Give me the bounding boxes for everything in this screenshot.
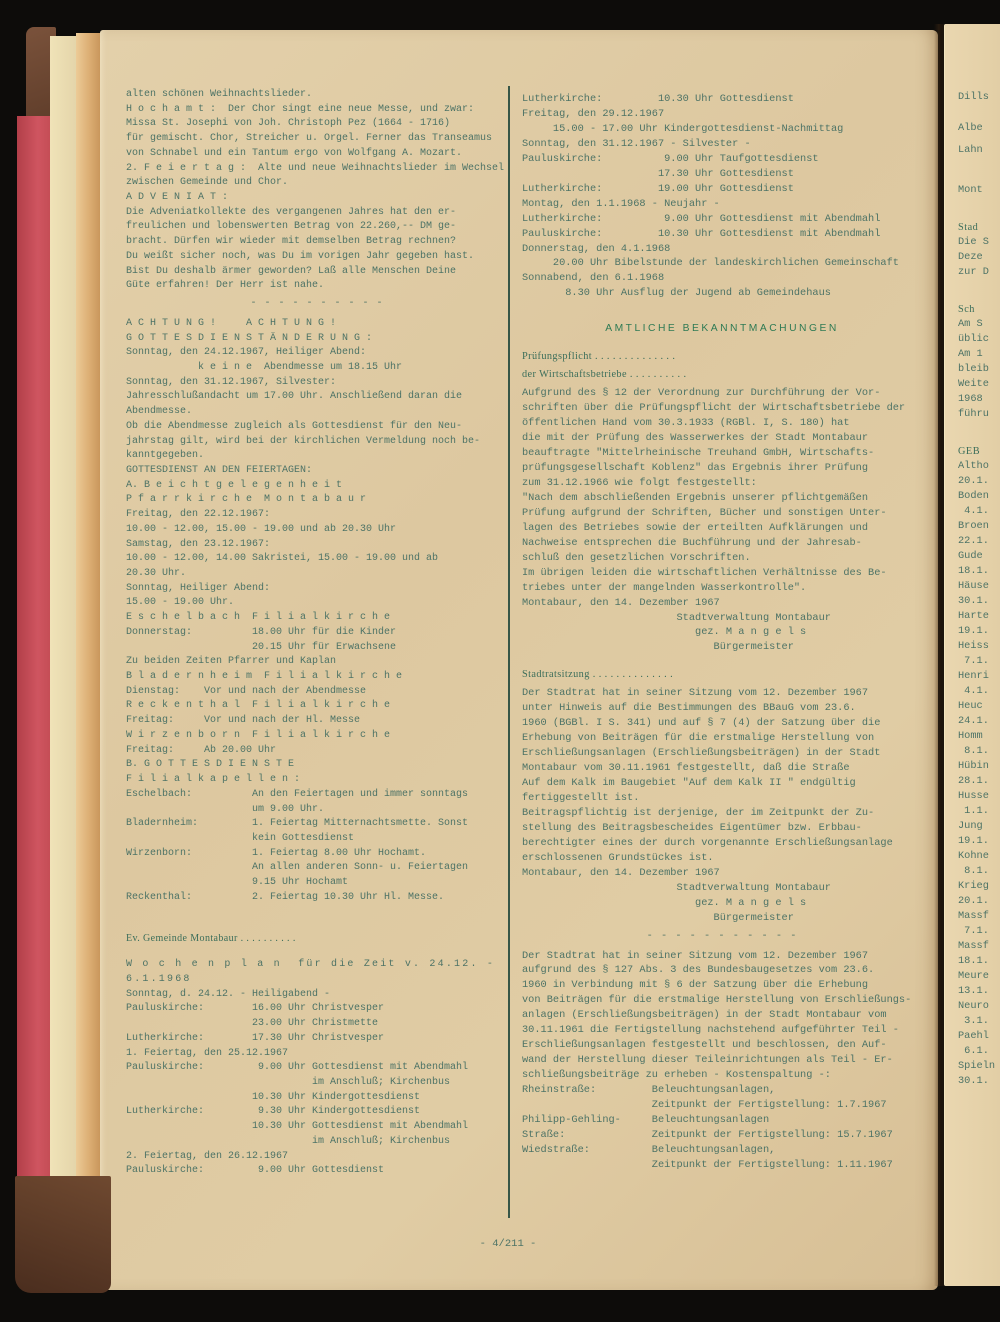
text-line: Beitragspflichtig ist derjenige, der im Zeitpunkt der Zu- [522,806,875,819]
text-line: von Schnabel und ein Tantum ergo von Wolfgang A. Mozart. [126,147,463,159]
text-line: 1968 [958,393,983,405]
text-line: schluß den gesetzlichen Vorschriften. [522,551,751,564]
text-line: Freitag, den 22.12.1967: [126,509,271,521]
text-line: Ob die Abendmesse zugleich als Gottesdienst für den Neu- [126,420,463,432]
right-text-column [522,92,922,1173]
text-line: R e c k e n t h a l F i l i a l k i r c h e [126,700,391,712]
text-line: 7.1. [958,655,989,667]
text-line: Homm [958,730,983,742]
text-line: Die Adveniatkollekte des vergangenen Jahres hat den er- [126,206,457,218]
text-line: fertiggestellt ist. [522,791,640,804]
text-line: beauftragte "Mittelrheinische Treuhand GmbH, Wirtschafts- [522,447,875,460]
text-line: 22.1. [958,535,989,547]
text-line: Zeitpunkt der Fertigstellung: 1.11.1967 [522,1158,893,1171]
text-line: Erschließungsanlagen (Erschließungsbeiträgen) in der Stadt [522,747,881,760]
text-line: 28.1. [958,775,989,787]
text-line [958,422,1000,444]
text-line: Im übrigen leiden die wirtschaftlichen Verhältnisse des Be- [522,566,887,579]
text-line: Missa St. Josephi von Joh. Christoph Pez (1664 - 1716) [126,118,451,130]
text-line: kanntgegeben. [126,450,205,462]
text-line: unter Hinweis auf die Bestimmungen des BBauG vom 23.6. [522,702,856,715]
text-line: Dienstag: Vor und nach der Abendmesse [126,685,367,697]
text-line: 20.1. [958,475,989,487]
text-line: zum 31.12.1966 wie folgt festgestellt: [522,476,757,489]
text-line: Spieln [958,1060,996,1072]
text-line: Zeitpunkt der Fertigstellung: 1.7.1967 [522,1099,887,1112]
text-line: Eschelbach: An den Feiertagen und immer sonntags [126,788,469,800]
text-line: Jahresschlußandacht um 17.00 Uhr. Anschließend daran die [126,391,463,403]
text-line: Der Stadtrat hat in seiner Sitzung vom 12. Dezember 1967 [522,949,869,962]
text-line [958,136,1000,143]
text-line: schließungsbeiträge zu erheben - Kostenspaltung -: [522,1069,831,1082]
text-line: jahrstag gilt, wird bei der kirchlichen Vermeldung noch be- [126,435,481,447]
text-line: Gude [958,550,983,562]
text-line: 4.1. [958,505,989,517]
text-line: Deze [958,251,983,263]
text-line: Harte [958,610,989,622]
text-line: 15.00 - 19.00 Uhr. [126,597,235,609]
text-line: Aufgrund des § 12 der Verordnung zur Durchführung der Vor- [522,387,881,400]
text-line: Erschließungsanlagen festgestellt und beschlossen, den Auf- [522,1039,887,1052]
text-line: Lutherkirche: 10.30 Uhr Gottesdienst [522,93,794,105]
text-line: um 9.00 Uhr. [126,803,325,815]
text-line: 8.1. [958,865,989,877]
text-line: Montabaur, den 14. Dezember 1967 [522,596,720,609]
text-line: kein Gottesdienst [126,832,355,844]
text-line: 8.1. [958,745,989,757]
text-line: Sonntag, Heiliger Abend: [126,582,271,594]
text-line: Jung [958,820,983,832]
text-line: Dills [958,91,989,103]
text-line: P f a r r k i r c h e M o n t a b a u r [126,494,367,506]
text-line: Erhebung von Beiträgen für die erstmalige Herstellung von [522,732,875,745]
text-line: Montabaur vom 30.11.1961 festgestellt, daß die Straße [522,762,850,775]
text-line: k e i n e Abendmesse um 18.15 Uhr [126,361,403,373]
text-line: B. G O T T E S D I E N S T E [126,759,295,771]
text-line: Güte erfahren! Der Herr ist nahe. [126,280,325,292]
text-line: Bürgermeister [522,911,794,924]
text-line: Rheinstraße: Beleuchtungsanlagen, [522,1084,776,1097]
text-line: Lutherkirche: 9.30 Uhr Kindergottesdienst [126,1106,421,1118]
text-line: 6.1.1968 [126,973,192,985]
text-line: Du weißt sicher noch, was Du im vorigen Jahr gegeben hast. [126,250,475,262]
text-line: Am 1 [958,348,983,360]
text-line: 19.1. [958,625,989,637]
section-heading-amtliche-bekanntmachungen: AMTLICHE BEKANNTMACHUNGEN [605,323,839,335]
text-line: 20.30 Uhr. [126,568,187,579]
text-line: aufgrund des § 127 Abs. 3 des Bundesbaugesetzes vom 23.6. [522,964,875,977]
text-line: gez. M a n g e l s [522,896,807,909]
text-line: stellung des Beitragsbescheides Eigentümer bzw. Erbbau- [522,821,862,834]
text-line: 4.1. [958,685,989,697]
column-divider-rule [508,86,510,1218]
text-line: Reckenthal: 2. Feiertag 10.30 Uhr Hl. Messe. [126,891,445,903]
separator-dashes: - - - - - - - - - - [250,298,384,310]
text-line: Donnerstag, den 4.1.1968 [522,242,671,255]
text-line: A C H T U N G ! A C H T U N G ! [126,317,337,329]
text-line: Sonntag, den 31.12.1967 - Silvester - [522,137,751,150]
text-line [958,198,1000,220]
text-line: Lutherkirche: 17.30 Uhr Christvesper [126,1032,385,1044]
text-line: 18.1. [958,565,989,577]
text-line: 10.00 - 12.00, 15.00 - 19.00 und ab 20.30 Uhr [126,523,397,535]
text-line: 10.00 - 12.00, 14.00 Sakristei, 15.00 - 19.00 und ab [126,553,439,565]
text-line: zur D [958,266,989,278]
text-line: von Beiträgen für die erstmalige Herstellung von Erschließungs- [522,994,912,1007]
text-line: Samstag, den 23.12.1967: [126,538,271,550]
text-line: Albe [958,122,983,134]
text-line: Donnerstag: 18.00 Uhr für die Kinder [126,626,397,638]
text-line: "Nach dem abschließenden Ergebnis unserer pflichtgemäßen [522,491,869,504]
text-line: A D V E N I A T : [126,192,229,204]
text-line: Zu beiden Zeiten Pfarrer und Kaplan [126,656,337,668]
text-line: prüfungsgesellschaft Koblenz" das Ergebnis ihrer Prüfung [522,461,869,474]
next-page-heading: Stad [958,222,979,233]
text-line: im Anschluß; Kirchenbus [126,1077,451,1088]
text-line: 30.11.1961 die Fertigstellung nachstehend aufgeführter Teil - [522,1024,899,1037]
text-line: A. B e i c h t g e l e g e n h e i t [126,479,343,491]
text-line: Freitag: Vor und nach der Hl. Messe [126,715,361,727]
text-line: alten schönen Weihnachtslieder. [126,89,313,100]
page-block-edge-tan [76,33,100,1283]
text-line: 9.15 Uhr Hochamt [126,877,349,889]
text-line: Mont [958,184,983,196]
text-line: Bladernheim: 1. Feiertag Mitternachtsmette. Sonst [126,818,469,830]
text-line: bleib [958,363,989,375]
section-heading-wirtschaftsbetriebe: der Wirtschaftsbetriebe . . . . . . . . . . [522,369,687,381]
next-page-heading: GEB [958,446,981,457]
text-line [958,158,1000,183]
section-heading-pruefungspflicht: Prüfungspflicht . . . . . . . . . . . . . . [522,351,676,363]
text-line: die mit der Prüfung des Wasserwerkes der Stadt Montabaur [522,432,869,445]
text-line [958,105,1000,121]
text-line: gez. M a n g e l s [522,626,807,639]
section-heading-stadtratsitzung: Stadtratsitzung . . . . . . . . . . . . . . [522,669,674,681]
text-line: E s c h e l b a c h F i l i a l k i r c h e [126,612,391,624]
text-line: 20.15 Uhr für Erwachsene [126,641,397,653]
text-line: Henri [958,670,989,682]
text-line: 24.1. [958,715,989,727]
text-line: 30.1. [958,1075,989,1087]
text-line: Meure [958,970,989,982]
text-line: Freitag, den 29.12.1967 [522,107,665,120]
text-line: Sonntag, den 24.12.1967, Heiliger Abend: [126,347,367,359]
text-line: 1960 in Verbindung mit § 6 der Satzung über die Erhebung [522,979,869,992]
section-heading-ev-gemeinde-montabaur: Ev. Gemeinde Montabaur . . . . . . . . . . [126,932,296,944]
text-line: 6.1. [958,1045,989,1057]
text-line: üblic [958,333,989,345]
text-line: lagen des Betriebes sowie der erteilten Aufklärungen und [522,521,869,534]
text-line: 13.1. [958,985,989,997]
text-line: F i l i a l k a p e l l e n : [126,774,301,786]
text-line: Kohne [958,850,989,862]
text-line: Lutherkirche: 9.00 Uhr Gottesdienst mit Abendmahl [522,212,881,225]
text-line: Pauluskirche: 9.00 Uhr Taufgottesdienst [522,152,819,165]
left-text-column [126,88,508,1179]
text-line: 3.1. [958,1015,989,1027]
text-line: öffentlichen Hand vom 30.3.1933 (RGBl. I, S. 180) hat [522,417,850,430]
text-line: 1. Feiertag, den 25.12.1967 [126,1047,289,1059]
text-line: Altho [958,460,989,472]
text-line: Lutherkirche: 19.00 Uhr Gottesdienst [522,182,794,195]
text-line: 30.1. [958,595,989,607]
text-line: 17.30 Uhr Gottesdienst [522,167,794,180]
text-line: Montabaur, den 14. Dezember 1967 [522,866,720,879]
text-line: 7.1. [958,925,989,937]
text-line: H o c h a m t : Der Chor singt eine neue Messe, und zwar: [126,103,475,115]
text-line: für gemischt. Chor, Streicher u. Orgel. Ferner das Transeamus [126,133,493,145]
text-line: 2. Feiertag, den 26.12.1967 [126,1150,289,1162]
text-line: Sonntag, den 31.12.1967, Silvester: [126,376,337,388]
text-line: Hübin [958,760,989,772]
text-line: Prüfung aufgrund der Schriften, Bücher und sonstigen Unter- [522,506,887,519]
text-line: Husse [958,790,989,802]
next-page-text-strip [945,24,1000,1286]
text-line: Auf dem Kalk im Baugebiet "Auf dem Kalk II " endgültig [522,777,856,790]
next-page-heading: Sch [958,304,975,315]
text-line: Wiedstraße: Beleuchtungsanlagen, [522,1143,776,1156]
text-line: Die S [958,236,989,248]
text-line: Am S [958,318,983,330]
text-line: Philipp-Gehling- Beleuchtungsanlagen [522,1114,770,1126]
text-line: Pauluskirche: 10.30 Uhr Gottesdienst mit Abendmahl [522,227,881,240]
text-line: führu [958,408,989,420]
text-line: Abendmesse. [126,406,193,418]
text-line: Stadtverwaltung Montabaur [522,611,831,624]
text-line: Bürgermeister [522,641,794,654]
text-line: 10.30 Uhr Kindergottesdienst [126,1091,421,1103]
text-line: An allen anderen Sonn- u. Feiertagen [126,862,469,874]
text-line: 15.00 - 17.00 Uhr Kindergottesdienst-Nachmittag [522,122,844,135]
text-line: 1960 (BGBl. I S. 341) und auf § 7 (4) der Satzung über die [522,717,881,730]
text-line: 1.1. [958,805,989,817]
text-line: Pauluskirche: 16.00 Uhr Christvesper [126,1003,385,1015]
text-line: B l a d e r n h e i m F i l i a l k i r c h e [126,671,403,683]
book-spine-bottom-corner [15,1176,111,1293]
text-line: Der Stadtrat hat in seiner Sitzung vom 12. Dezember 1967 [522,687,869,700]
text-line: Sonntag, d. 24.12. - Heiligabend - [126,988,331,1000]
text-line: schriften über die Prüfungspflicht der Wirtschaftsbetriebe der [522,402,906,415]
text-line: Montag, den 1.1.1968 - Neujahr - [522,197,720,210]
text-line: 2. F e i e r t a g : Alte und neue Weihnachtslieder im Wechsel [126,162,505,174]
text-line: 8.30 Uhr Ausflug der Jugend ab Gemeindehaus [522,287,831,300]
text-line: zwischen Gemeinde und Chor. [126,177,289,189]
text-line: 20.1. [958,895,989,907]
text-line: Massf [958,910,989,922]
text-line: GOTTESDIENST AN DEN FEIERTAGEN: [126,464,313,476]
text-line: Heiss [958,640,989,652]
text-line: Neuro [958,1000,989,1012]
text-line: anlagen (Erschließungsbeiträgen) in der Stadt Montabaur vom [522,1009,887,1022]
next-page-partial [944,24,1000,1286]
text-line: Stadtverwaltung Montabaur [522,881,831,894]
text-line: Krieg [958,880,989,892]
text-line: triebes unter der mangelnden Wasserkontrolle". [522,581,807,594]
text-line: im Anschluß; Kirchenbus [126,1135,451,1147]
text-line: wand der Herstellung dieser Teileinrichtungen als Teil - Er- [522,1054,893,1067]
text-line: Wirzenborn: 1. Feiertag 8.00 Uhr Hochamt. [126,847,427,859]
text-line: Häuse [958,580,989,592]
text-line: Weite [958,378,989,390]
text-line: freulichen und lobenswerten Betrag von 22.260,-- DM ge- [126,221,457,233]
text-line: Heuc [958,700,983,712]
text-line: Boden [958,490,989,502]
text-line: G O T T E S D I E N S T Ä N D E R U N G : [126,332,373,344]
text-line: erschlossenen Grundstückes ist. [522,851,714,864]
text-line: W i r z e n b o r n F i l i a l k i r c h e [126,729,391,741]
text-line: 23.00 Uhr Christmette [126,1018,379,1030]
text-line: 10.30 Uhr Gottesdienst mit Abendmahl [126,1121,469,1133]
text-line: Paehl [958,1030,989,1042]
text-line: 19.1. [958,835,989,847]
page-number: - 4/211 - [479,1238,537,1250]
text-line: bracht. Dürfen wir wieder mit demselben Betrag rechnen? [126,236,457,248]
text-line: W o c h e n p l a n für die Zeit v. 24.12. - [126,959,496,971]
page-block-edge-cream [50,36,76,1280]
text-line: Broen [958,520,989,532]
separator-dashes: - - - - - - - - - - - [646,929,798,942]
text-line: Straße: Zeitpunkt der Fertigstellung: 15.7.1967 [522,1128,893,1141]
text-line: Pauluskirche: 9.00 Uhr Gottesdienst [126,1165,385,1177]
text-line: Sonnabend, den 6.1.1968 [522,272,665,285]
text-line: Nachweise entsprechen die Buchführung und der Jahresab- [522,536,862,549]
text-line: Massf [958,940,989,952]
text-line [958,280,1000,302]
text-line: Bist Du deshalb ärmer geworden? Laß alle Menschen Deine [126,265,457,277]
text-line: 20.00 Uhr Bibelstunde der landeskirchlichen Gemeinschaft [522,257,899,270]
text-line: Pauluskirche: 9.00 Uhr Gottesdienst mit Abendmahl [126,1062,469,1074]
text-line: 18.1. [958,955,989,967]
text-line: Freitag: Ab 20.00 Uhr [126,744,277,756]
text-line: Lahn [958,144,983,156]
text-line: berechtigter eines der durch vorgenannte Erschließungsanlage [522,836,893,849]
